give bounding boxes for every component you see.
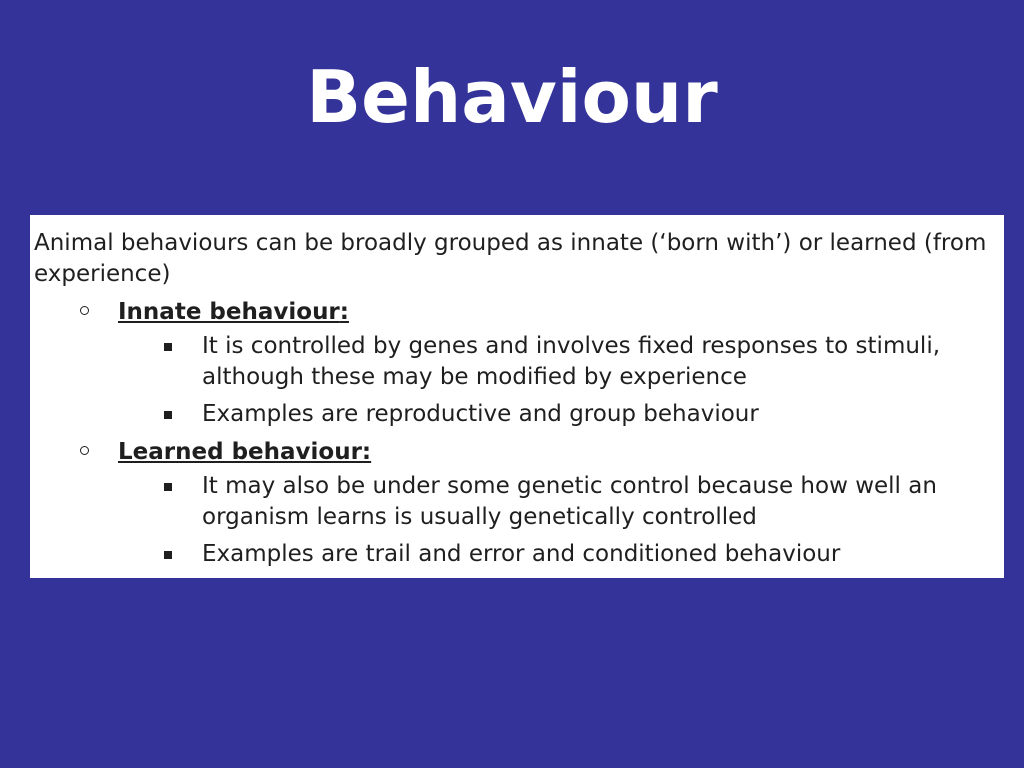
list-item xyxy=(118,331,996,393)
content-box xyxy=(30,215,1004,578)
section-heading-text: Innate behaviour xyxy=(118,299,340,325)
list-item-text: It may also be under some genetic control because how well an organism learns is usually genetically controlled xyxy=(202,473,937,530)
square-bullet-icon xyxy=(164,411,172,419)
section-heading-suffix: : xyxy=(339,299,349,325)
list-item xyxy=(118,399,996,430)
list-item xyxy=(118,539,996,570)
list-item-text: It is controlled by genes and involves fixed responses to stimuli, although these may be modified by experience xyxy=(202,333,941,390)
bullet-list xyxy=(118,471,996,570)
list-item-text: Examples are trail and error and conditioned behaviour xyxy=(202,541,841,567)
section-heading xyxy=(118,296,996,328)
section-learned xyxy=(34,436,996,570)
section-list xyxy=(34,296,996,570)
list-item-text: Examples are reproductive and group behaviour xyxy=(202,401,759,427)
list-item xyxy=(118,471,996,533)
square-bullet-icon xyxy=(164,483,172,491)
circle-bullet-icon xyxy=(80,306,89,315)
square-bullet-icon xyxy=(164,343,172,351)
square-bullet-icon xyxy=(164,551,172,559)
section-innate xyxy=(34,296,996,430)
slide-title: Behaviour xyxy=(306,55,718,139)
bullet-list xyxy=(118,331,996,430)
intro-text: Animal behaviours can be broadly grouped as innate (‘born with’) or learned (from experience) xyxy=(34,230,987,287)
section-heading xyxy=(118,436,996,468)
circle-bullet-icon xyxy=(80,446,89,455)
section-heading-text: Learned behaviour: xyxy=(118,439,372,465)
